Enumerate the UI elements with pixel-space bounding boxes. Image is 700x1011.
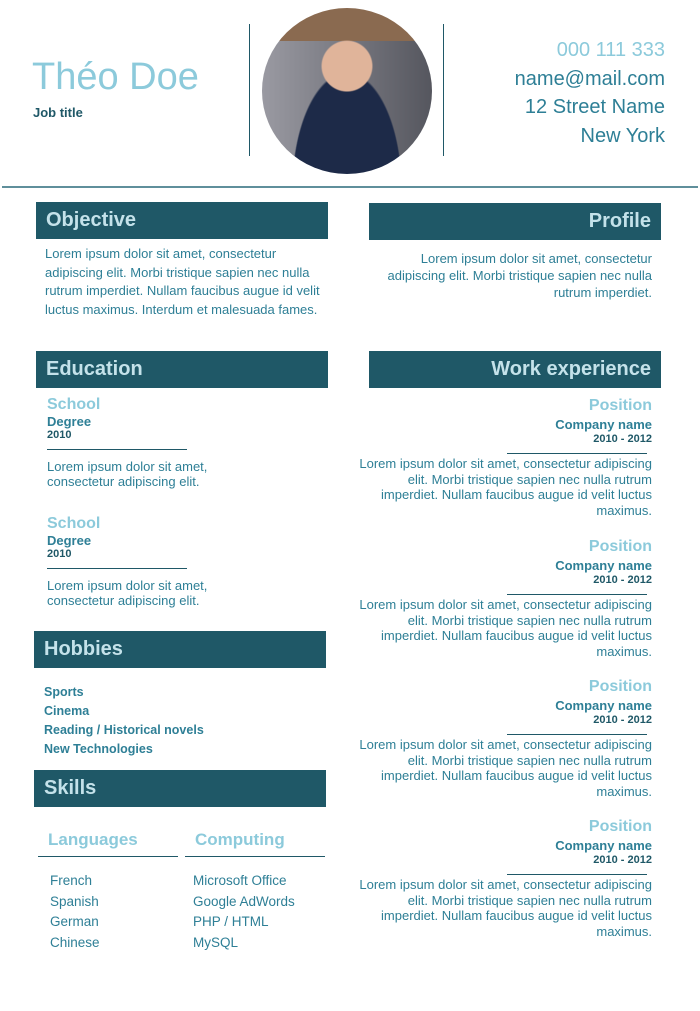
computing-skill: Google AdWords bbox=[193, 893, 295, 909]
work-entry bbox=[352, 678, 652, 799]
position: Position bbox=[588, 678, 652, 695]
degree: Degree bbox=[47, 533, 92, 548]
company: Company name bbox=[555, 417, 652, 432]
school: School bbox=[47, 515, 101, 532]
work-entry bbox=[352, 818, 652, 939]
hobby: Cinema bbox=[44, 704, 90, 718]
phone: 000 111 333 bbox=[556, 39, 665, 61]
skills-heading: Skills bbox=[34, 770, 326, 807]
education-heading: Education bbox=[36, 351, 328, 388]
computing-column bbox=[185, 830, 325, 953]
degree: Degree bbox=[47, 414, 92, 429]
header-rule bbox=[2, 186, 698, 188]
languages-column bbox=[38, 830, 178, 953]
education-text: Lorem ipsum dolor sit amet, consectetur adipiscing elit. bbox=[47, 578, 208, 608]
education-text: Lorem ipsum dolor sit amet, consectetur adipiscing elit. bbox=[47, 459, 208, 489]
years: 2010 - 2012 bbox=[593, 854, 652, 866]
company: Company name bbox=[555, 838, 652, 853]
language: Chinese bbox=[50, 934, 100, 950]
position: Position bbox=[588, 397, 652, 414]
language: Spanish bbox=[50, 893, 99, 909]
profile-heading: Profile bbox=[369, 203, 661, 240]
work-text: Lorem ipsum dolor sit amet, consectetur adipiscing elit. Morbi tristique sapien nec nulla rutrum imperdiet. Nullam faucibus augue id velit luctus maximus. bbox=[359, 456, 652, 518]
rule bbox=[507, 734, 647, 735]
years: 2010 - 2012 bbox=[593, 433, 652, 445]
rule bbox=[47, 449, 187, 450]
position: Position bbox=[588, 818, 652, 835]
education-entry bbox=[47, 396, 247, 489]
divider bbox=[249, 24, 250, 156]
computing-skill: PHP / HTML bbox=[193, 914, 269, 929]
profile-text: Lorem ipsum dolor sit amet, consectetur adipiscing elit. Morbi tristique sapien nec nulla rutrum imperdiet. bbox=[387, 251, 652, 300]
divider bbox=[443, 24, 444, 156]
rule bbox=[507, 874, 647, 875]
position: Position bbox=[588, 538, 652, 555]
work-entry bbox=[352, 538, 652, 659]
rule bbox=[507, 453, 647, 454]
company: Company name bbox=[555, 558, 652, 573]
profile-photo bbox=[262, 8, 432, 174]
languages-heading: Languages bbox=[38, 830, 178, 857]
computing-skill: MySQL bbox=[193, 934, 239, 950]
work-heading: Work experience bbox=[369, 351, 661, 388]
hobbies-heading: Hobbies bbox=[34, 631, 326, 668]
work-text: Lorem ipsum dolor sit amet, consectetur adipiscing elit. Morbi tristique sapien nec nulla rutrum imperdiet. Nullam faucibus augue id velit luctus maximus. bbox=[359, 877, 652, 939]
computing-heading: Computing bbox=[185, 830, 325, 857]
language: German bbox=[50, 914, 99, 929]
year: 2010 bbox=[47, 429, 72, 441]
rule bbox=[47, 568, 187, 569]
computing-skill: Microsoft Office bbox=[193, 873, 287, 888]
company: Company name bbox=[555, 698, 652, 713]
candidate-name: Théo Doe bbox=[32, 56, 199, 98]
years: 2010 - 2012 bbox=[593, 574, 652, 586]
hobbies-list bbox=[44, 683, 204, 759]
work-text: Lorem ipsum dolor sit amet, consectetur adipiscing elit. Morbi tristique sapien nec nulla rutrum imperdiet. Nullam faucibus augue id velit luctus maximus. bbox=[359, 737, 652, 799]
language: French bbox=[50, 873, 93, 888]
languages-list bbox=[38, 871, 178, 953]
hobby: New Technologies bbox=[44, 742, 153, 756]
city: New York bbox=[580, 124, 665, 147]
year: 2010 bbox=[47, 548, 72, 560]
job-title: Job title bbox=[33, 105, 83, 120]
objective-heading: Objective bbox=[36, 202, 328, 239]
objective-text: Lorem ipsum dolor sit amet, consectetur adipiscing elit. Morbi tristique sapien nec nulla rutrum imperdiet. Nullam faucibus augue id velit luctus maximus. Interdum et malesuada fames. bbox=[45, 246, 320, 317]
street: 12 Street Name bbox=[524, 96, 665, 118]
work-entry bbox=[352, 397, 652, 518]
email: name@mail.com bbox=[514, 67, 665, 90]
computing-list bbox=[185, 871, 325, 953]
hobby: Sports bbox=[44, 685, 84, 699]
school: School bbox=[47, 396, 101, 413]
hobby: Reading / Historical novels bbox=[44, 723, 204, 737]
years: 2010 - 2012 bbox=[593, 714, 652, 726]
contact-info bbox=[515, 36, 665, 150]
education-entry bbox=[47, 515, 247, 608]
rule bbox=[507, 594, 647, 595]
work-text: Lorem ipsum dolor sit amet, consectetur adipiscing elit. Morbi tristique sapien nec nulla rutrum imperdiet. Nullam faucibus augue id velit luctus maximus. bbox=[359, 597, 652, 659]
